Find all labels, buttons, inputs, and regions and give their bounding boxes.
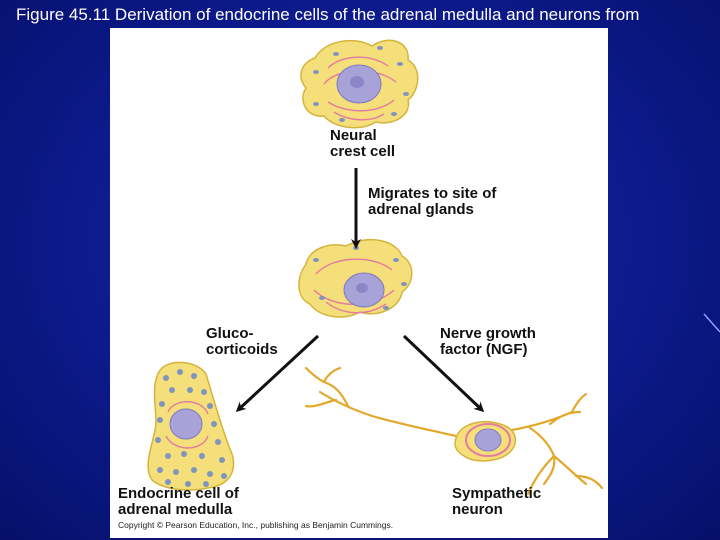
label-glucocorticoids: Gluco- corticoids	[206, 325, 278, 358]
slide-title: Figure 45.11 Derivation of endocrine cells of the adrenal medulla and neurons from	[16, 5, 640, 24]
label-ngf: Nerve growth factor (NGF)	[440, 325, 536, 358]
label-migrates: Migrates to site of adrenal glands	[368, 185, 497, 218]
label-neural-crest-cell: Neural crest cell	[330, 127, 396, 160]
label-endocrine-cell: Endocrine cell of adrenal medulla	[118, 485, 239, 518]
label-sympathetic-neuron: Sympathetic neuron	[452, 485, 542, 518]
copyright-notice: Copyright © Pearson Education, Inc., publishing as Benjamin Cummings.	[118, 520, 394, 530]
